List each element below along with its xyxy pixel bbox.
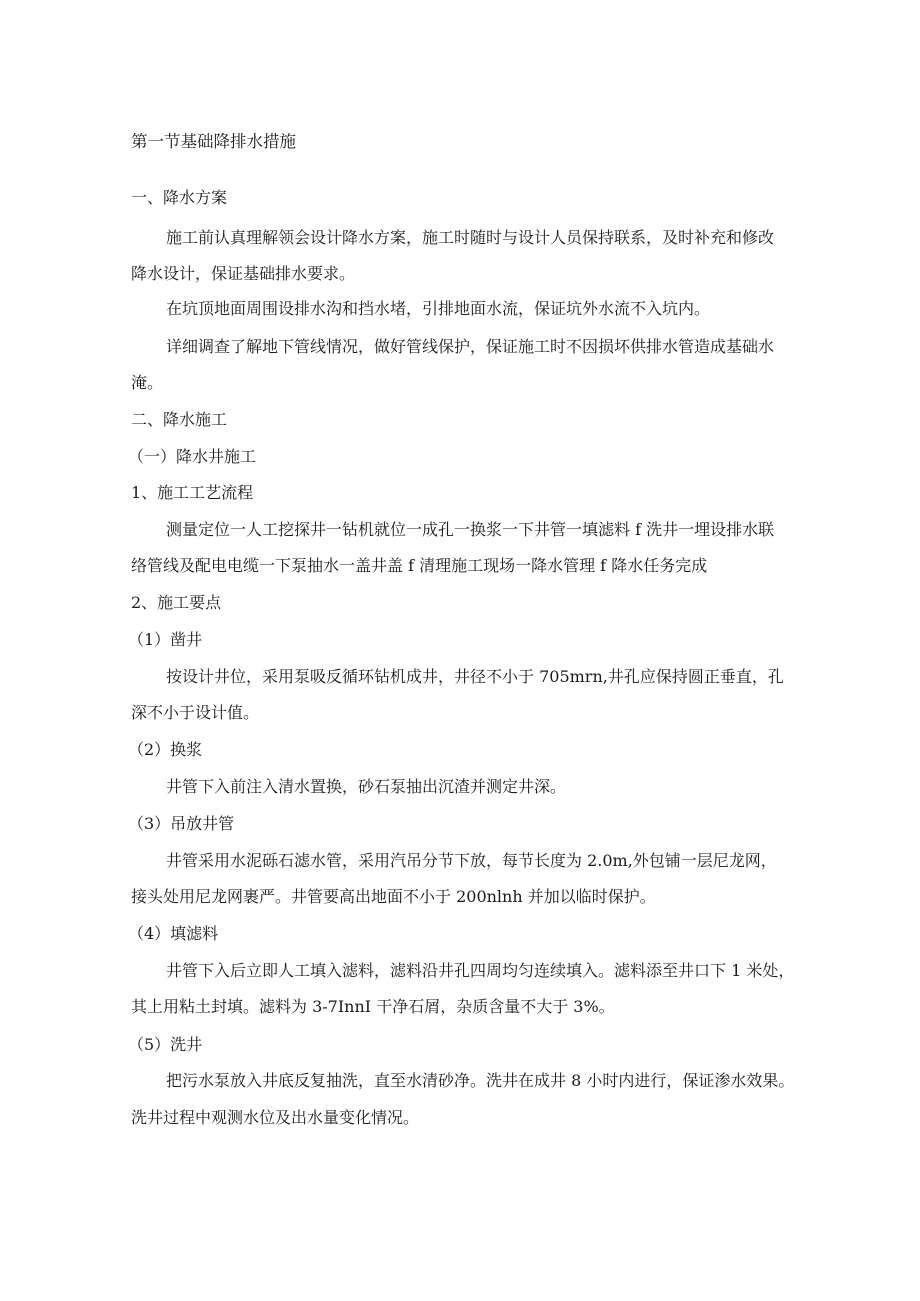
paragraph-line: 洗井过程中观测水位及出水量变化情况。 [131,1108,420,1127]
subsection-heading: （一）降水井施工 [128,447,257,466]
paragraph-line: 深不小于设计值。 [131,703,260,722]
section-heading-dewatering-construction: 二、降水施工 [131,410,228,429]
paragraph-line: 测量定位一人工挖探井一钻机就位一成孔一换浆一下井管一填滤料 f 洗井一埋设排水联 [166,520,775,539]
step-heading: （1）凿井 [128,630,203,649]
paragraph-line: 把污水泵放入井底反复抽洗，直至水清砂净。洗井在成井 8 小时内进行，保证渗水效果。 [166,1071,795,1090]
step-heading: （4）填滤料 [128,924,219,943]
paragraph-line: 接头处用尼龙网裹严。井管要高出地面不小于 200nlnh 并加以临时保护。 [131,887,656,906]
paragraph-line: 井管下入后立即人工填入滤料，滤料沿井孔四周均匀连续填入。滤料添至井口下 1 米处， [166,961,795,980]
paragraph-line: 井管下入前注入清水置换，砂石泵抽出沉渣并测定井深。 [166,777,567,796]
paragraph-line: 详细调查了解地下管线情况，做好管线保护，保证施工时不因损坏供排水管造成基础水 [166,337,775,356]
step-heading: （3）吊放井管 [128,814,235,833]
paragraph-line: 其上用粘土封填。滤料为 3-7InnI 干净石屑，杂质含量不大于 3%。 [131,997,615,1016]
paragraph-line: 络管线及配电电缆一下泵抽水一盖井盖 f 清理施工现场一降水管理 f 降水任务完成 [131,556,708,575]
paragraph-line: 施工前认真理解领会设计降水方案，施工时随时与设计人员保持联系，及时补充和修改 [166,228,775,247]
item-heading: 2、施工要点 [131,593,222,612]
paragraph-line: 按设计井位，采用泵吸反循环钻机成井，井径不小于 705mrn,井孔应保持圆正垂直，孔 [166,667,784,686]
paragraph-line: 降水设计，保证基础排水要求。 [131,264,356,283]
paragraph-line: 在坑顶地面周围设排水沟和挡水堵，引排地面水流，保证坑外水流不入坑内。 [166,299,711,318]
step-heading: （5）洗井 [128,1035,203,1054]
paragraph-line: 淹。 [131,373,164,392]
page-title: 第一节基础降排水措施 [131,132,296,151]
paragraph-line: 井管采用水泥砾石滤水管，采用汽吊分节下放，每节长度为 2.0m,外包铺一层尼龙网， [166,851,777,870]
item-heading: 1、施工工艺流程 [131,483,254,502]
step-heading: （2）换浆 [128,740,203,759]
section-heading-dewatering-plan: 一、降水方案 [131,188,228,207]
